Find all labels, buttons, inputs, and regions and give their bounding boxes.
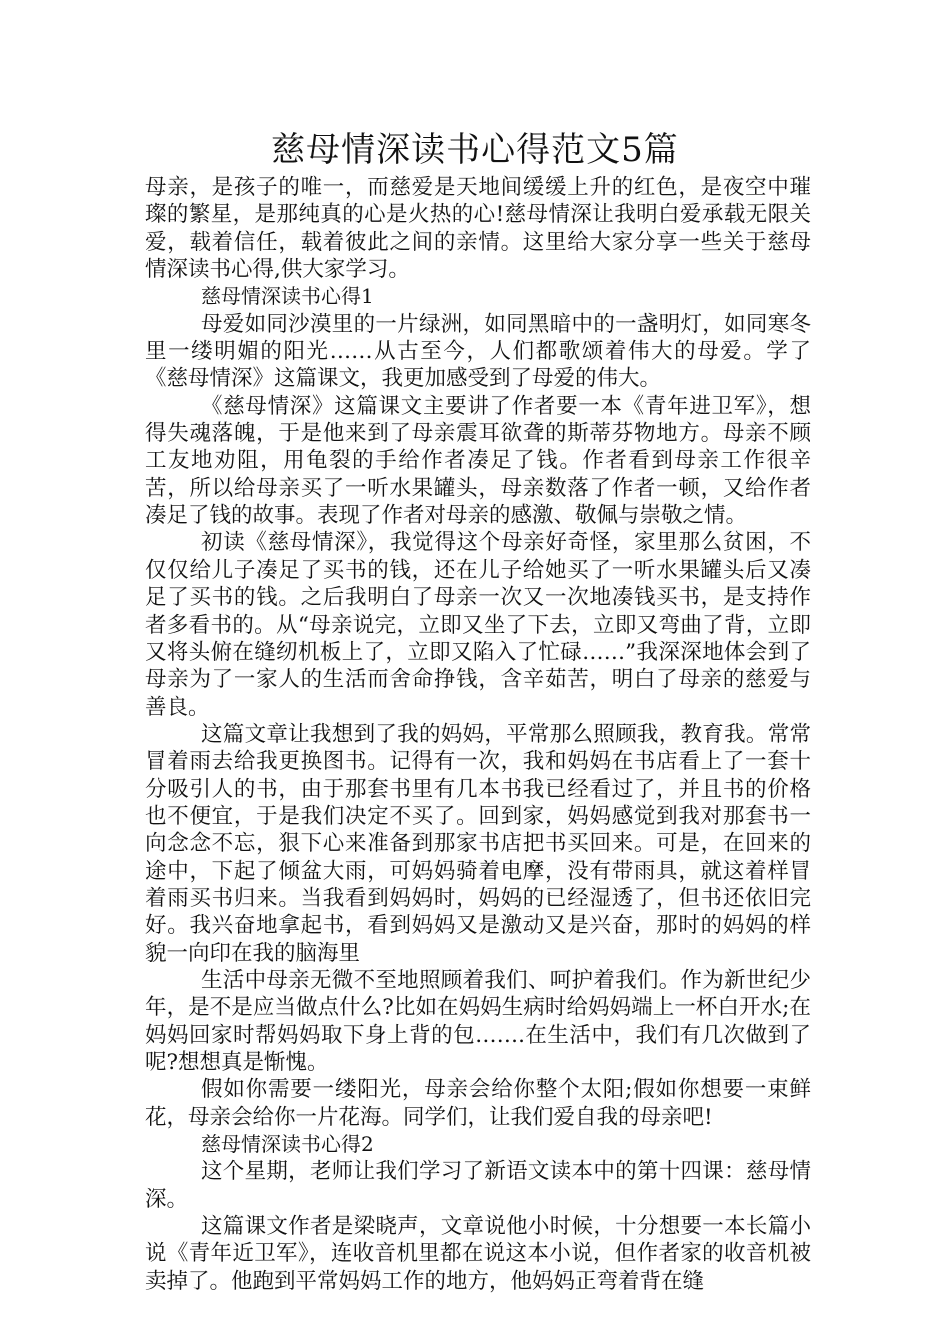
paragraph: 初读《慈母情深》，我觉得这个母亲好奇怪，家里那么贫困，不仅仅给儿子凑足了买书的钱，还在儿子给她买了一听水果罐头后又凑足了买书的钱。之后我明白了母亲一次又一次地凑钱买书，是支持作者多看书的。从“母亲说完，立即又坐了下去，立即又弯曲了背，立即又将头俯在缝纫机板上了，立即又陷入了忙碌……”我深深地体会到了母亲为了一家人的生活而舍命挣钱，含辛茹苦，明白了母亲的慈爱与善良。	[145, 530, 811, 720]
section-heading-1: 慈母情深读书心得1	[201, 284, 374, 309]
paragraph: 这篇文章让我想到了我的妈妈，平常那么照顾我，教育我。常常冒着雨去给我更换图书。记得有一次，我和妈妈在书店看上了一套十分吸引人的书，由于那套书里有几本书我已经看过了，并且书的价格也不便宜，于是我们决定不买了。回到家，妈妈感觉到我对那套书一向念念不忘，狠下心来准备到那家书店把书买回来。可是，在回来的途中，下起了倾盆大雨，可妈妈骑着电摩，没有带雨具，就这着样冒着雨买书归来。当我看到妈妈时，妈妈的已经湿透了，但书还依旧完好。我兴奋地拿起书，看到妈妈又是激动又是兴奋，那时的妈妈的样貌一向印在我的脑海里	[145, 721, 811, 966]
paragraph: 《慈母情深》这篇课文主要讲了作者要一本《青年进卫军》，想得失魂落魄，于是他来到了母亲震耳欲聋的斯蒂芬物地方。母亲不顾工友地劝阻，用龟裂的手给作者凑足了钱。作者看到母亲工作很辛苦，所以给母亲买了一听水果罐头，母亲数落了作者一顿，又给作者凑足了钱的故事。表现了作者对母亲的感激、敬佩与崇敬之情。	[145, 393, 811, 529]
intro-paragraph: 母亲，是孩子的唯一，而慈爱是天地间缓缓上升的红色，是夜空中璀璨的繁星，是那纯真的心是火热的心!慈母情深让我明白爱承载无限关爱，载着信任，载着彼此之间的亲情。这里给大家分享一些关于慈母情深读书心得,供大家学习。	[145, 175, 811, 283]
paragraph: 母爱如同沙漠里的一片绿洲，如同黑暗中的一盏明灯，如同寒冬里一缕明媚的阳光……从古至今，人们都歌颂着伟大的母爱。学了《慈母情深》这篇课文，我更加感受到了母爱的伟大。	[145, 311, 811, 392]
paragraph: 生活中母亲无微不至地照顾着我们、呵护着我们。作为新世纪少年，是不是应当做点什么?比如在妈妈生病时给妈妈端上一杯白开水;在妈妈回家时帮妈妈取下身上背的包…….在生活中，我们有几次做到了呢?想想真是惭愧。	[145, 967, 811, 1075]
paragraph: 假如你需要一缕阳光，母亲会给你整个太阳;假如你想要一束鲜花，母亲会给你一片花海。同学们，让我们爱自我的母亲吧!	[145, 1077, 811, 1130]
paragraph: 这个星期，老师让我们学习了新语文读本中的第十四课：慈母情深。	[145, 1159, 811, 1212]
section-heading-2: 慈母情深读书心得2	[201, 1132, 374, 1157]
paragraph: 这篇课文作者是梁晓声，文章说他小时候，十分想要一本长篇小说《青年近卫军》，连收音机里都在说这本小说，但作者家的收音机被卖掉了。他跑到平常妈妈工作的地方，他妈妈正弯着背在缝	[145, 1214, 811, 1294]
page-title: 慈母情深读书心得范文5篇	[271, 130, 679, 170]
document-body	[145, 174, 811, 1295]
